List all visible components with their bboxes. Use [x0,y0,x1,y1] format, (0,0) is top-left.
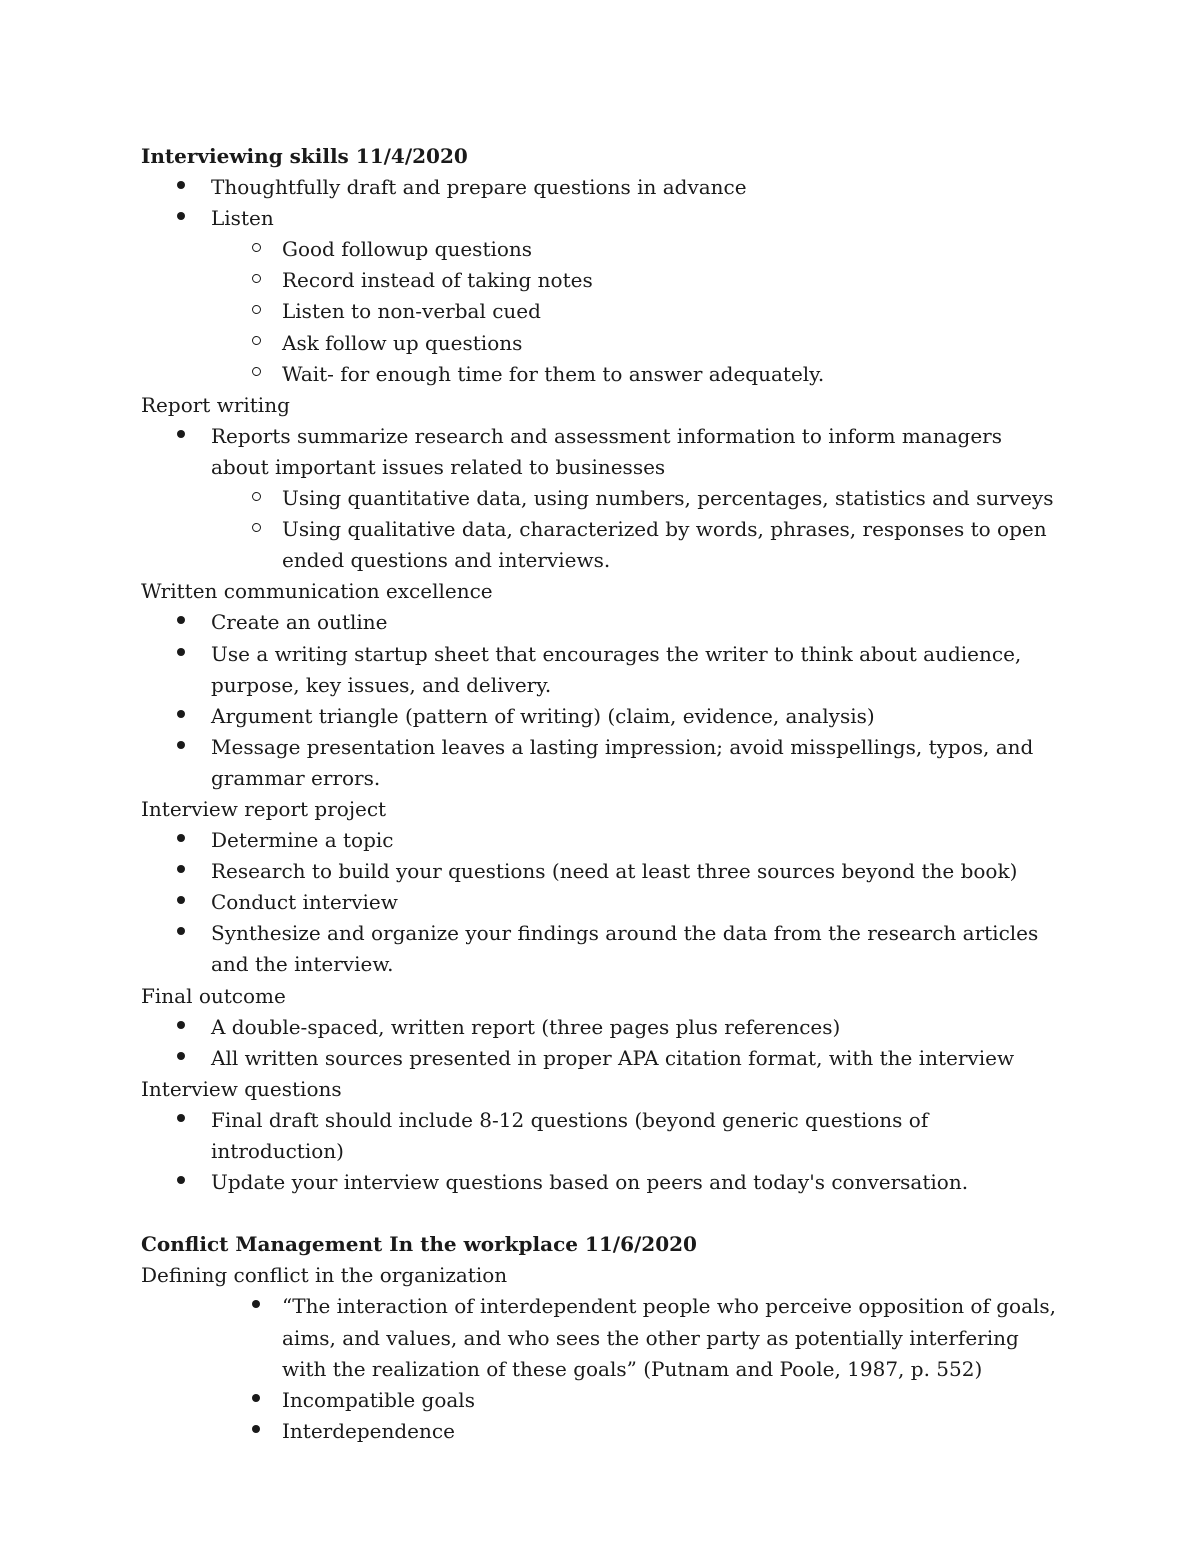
bullet-icon [169,639,193,670]
bullet-icon [169,1105,193,1136]
list-item: “The interaction of interdependent people who perceive opposition of goals, aims, and values, and who sees the other party as potentially interfering with the realization of these goals” (Putnam and Poole, 1987, p. 552) [141,1291,1061,1384]
bullet-icon [244,1416,268,1447]
list-item: Research to build your questions (need at least three sources beyond the book) [141,856,1061,887]
hollow-bullet-icon [244,483,268,514]
hollow-bullet-icon [244,359,268,390]
list-item: Message presentation leaves a lasting impression; avoid misspellings, typos, and grammar errors. [141,732,1061,794]
sub-list-item: Record instead of taking notes [141,265,1061,296]
list-item: Use a writing startup sheet that encourages the writer to think about audience, purpose, key issues, and delivery. [141,639,1061,701]
hollow-bullet-icon [244,328,268,359]
bullet-icon [169,701,193,732]
section-label-interview-questions: Interview questions [141,1076,342,1101]
sub-list-item: Good followup questions [141,234,1061,265]
bullet-icon [169,856,193,887]
blank-line [141,1198,1061,1229]
section-heading-conflict-management: Conflict Management In the workplace 11/6/2020 [141,1232,697,1257]
list-item: Create an outline [141,607,1061,638]
bullet-list [141,421,1061,576]
bullet-list [141,172,1061,390]
list-item: Conduct interview [141,887,1061,918]
hollow-bullet-icon [244,514,268,545]
sub-list-item: Wait- for enough time for them to answer adequately. [141,359,1061,390]
hollow-bullet-icon [244,265,268,296]
list-item: Synthesize and organize your findings around the data from the research articles and the interview. [141,918,1061,980]
list-item: Final draft should include 8-12 questions (beyond generic questions of introduction) [141,1105,1061,1167]
section-label-defining-conflict: Defining conflict in the organization [141,1263,508,1288]
bullet-icon [169,607,193,638]
bullet-icon [169,1012,193,1043]
bullet-list [141,1012,1061,1074]
bullet-icon [169,1043,193,1074]
list-item: Argument triangle (pattern of writing) (claim, evidence, analysis) [141,701,1061,732]
bullet-icon [169,172,193,203]
hollow-bullet-icon [244,296,268,327]
bullet-icon [169,918,193,949]
hollow-bullet-icon [244,234,268,265]
sub-list-item: Using qualitative data, characterized by words, phrases, responses to open ended questions and interviews. [141,514,1061,576]
bullet-list [141,825,1061,980]
sub-list-item: Ask follow up questions [141,328,1061,359]
bullet-list [141,607,1061,794]
bullet-icon [169,421,193,452]
bullet-icon [169,1167,193,1198]
section-label-written-communication: Written communication excellence [141,579,493,604]
list-item: Interdependence [141,1416,1061,1447]
section-label-interview-report-project: Interview report project [141,796,387,821]
section-heading-interviewing-skills: Interviewing skills 11/4/2020 [141,144,468,168]
bullet-icon [244,1385,268,1416]
list-item: Thoughtfully draft and prepare questions in advance [141,172,1061,203]
section-label-report-writing: Report writing [141,392,290,417]
bullet-icon [244,1291,268,1322]
sub-list-item: Listen to non-verbal cued [141,296,1061,327]
list-item: All written sources presented in proper APA citation format, with the interview [141,1043,1061,1074]
list-item: Update your interview questions based on peers and today's conversation. [141,1167,1061,1198]
document-page [141,141,1061,1447]
list-item: A double-spaced, written report (three pages plus references) [141,1012,1061,1043]
bullet-list [141,1105,1061,1198]
bullet-icon [169,203,193,234]
list-item: Listen [141,203,1061,234]
list-item: Reports summarize research and assessment information to inform managers about important issues related to businesses [141,421,1061,483]
bullet-icon [169,887,193,918]
sub-list-item: Using quantitative data, using numbers, percentages, statistics and surveys [141,483,1061,514]
bullet-list [141,1291,1061,1446]
bullet-icon [169,732,193,763]
list-item: Incompatible goals [141,1385,1061,1416]
section-label-final-outcome: Final outcome [141,983,286,1008]
list-item: Determine a topic [141,825,1061,856]
bullet-icon [169,825,193,856]
